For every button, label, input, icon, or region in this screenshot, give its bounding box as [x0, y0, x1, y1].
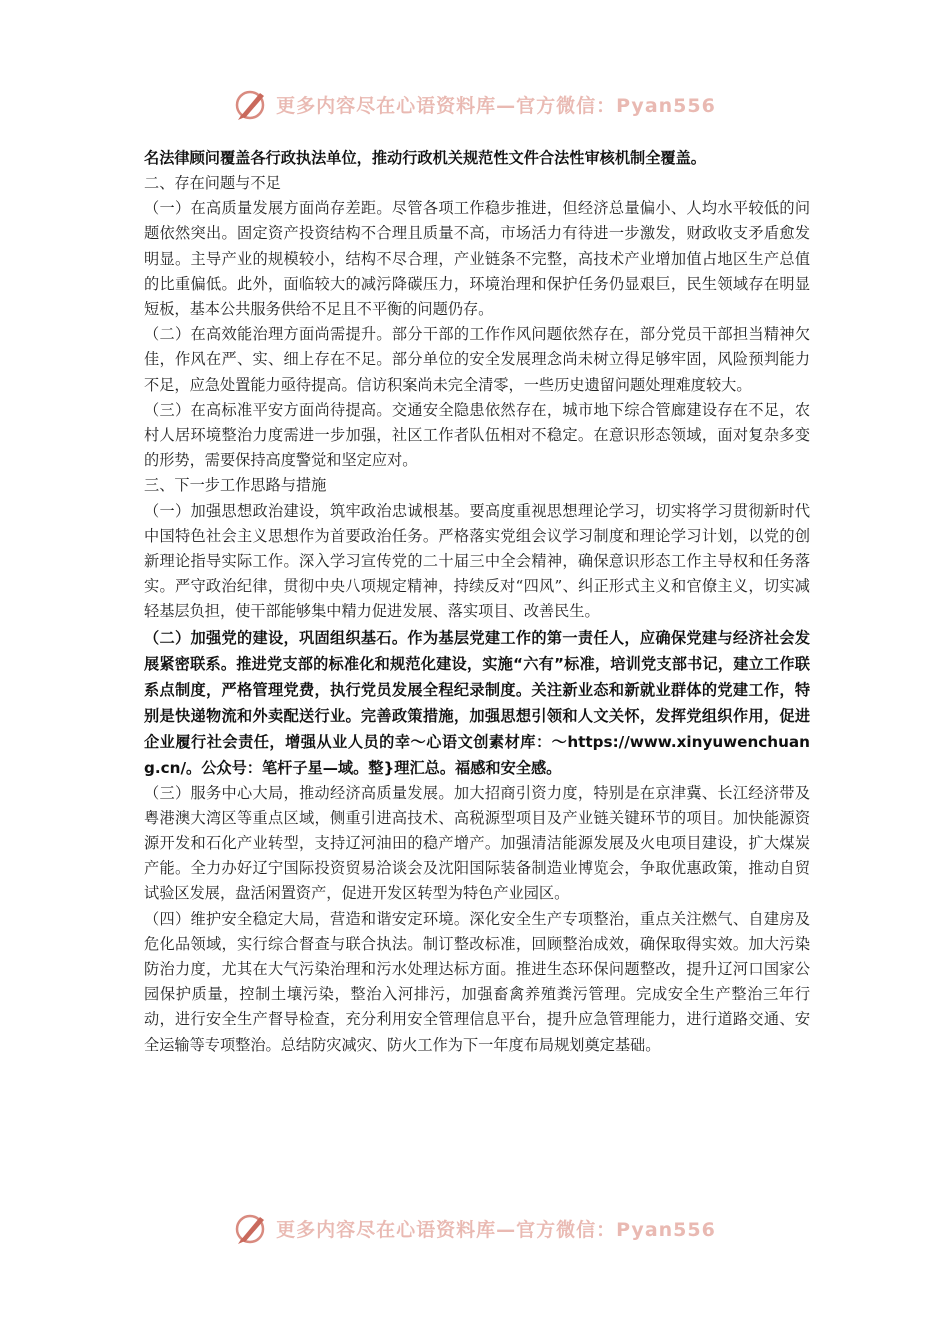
- section-heading-problems: 二、存在问题与不足: [144, 174, 281, 192]
- paragraph-measure-2: （二）加强党的建设，巩固组织基石。作为基层党建工作的第一责任人，应确保党建与经济社会发展紧密联系。推进党支部的标准化和规范化建设，实施“六有”标准，培训党支部书记，建立工作联系点制度，严格管理党费，执行党员发展全程纪录制度。关注新业态和新就业群体的党建工作，特别是快递物流和外卖配送行业。完善政策措施，加强思想引领和人文关怀，发挥党组织作用，促进企业履行社会责任，增强从业人员的幸～心语文创素材库：～https://www.xinyuwenchuang.cn/。公众号：笔杆子星—域。整}理汇总。福感和安全感。: [144, 628, 810, 777]
- header-banner: [0, 84, 950, 124]
- footer-banner: [0, 1208, 950, 1248]
- paragraph-problem-3: （三）在高标准平安方面尚待提高。交通安全隐患依然存在，城市地下综合管廊建设存在不足，农村人居环境整治力度需进一步加强，社区工作者队伍相对不稳定。在意识形态领域，面对复杂多变的形势，需要保持高度警觉和坚定应对。: [144, 400, 810, 470]
- paragraph-measure-4: （四）维护安全稳定大局，营造和谐安定环境。深化安全生产专项整治，重点关注燃气、自建房及危化品领域，实行综合督查与联合执法。制订整改标准，回顾整治成效，确保取得实效。加大污染防治力度，尤其在大气污染治理和污水处理达标方面。推进生态环保问题整改，提升辽河口国家公园保护质量，控制土壤污染，整治入河排污，加强畜禽养殖粪污管理。完成安全生产整治三年行动，进行安全生产督导检查，充分利用安全管理信息平台，提升应急管理能力，进行道路交通、安全运输等专项整治。总结防灾减灾、防火工作为下一年度布局规划奠定基础。: [144, 909, 810, 1054]
- section-heading-measures: 三、下一步工作思路与措施: [144, 476, 327, 495]
- pen-logo-icon: [234, 87, 268, 121]
- document-body: [144, 145, 810, 1058]
- pen-logo-icon: [234, 1211, 268, 1245]
- paragraph-problem-1: （一）在高质量发展方面尚存差距。尽管各项工作稳步推进，但经济总量偏小、人均水平较低的问题依然突出。固定资产投资结构不合理且质量不高，市场活力有待进一步激发，财政收支矛盾愈发明显。主导产业的规模较小，结构不尽合理，产业链条不完整，高技术产业增加值占地区生产总值的比重偏低。此外，面临较大的减污降碳压力，环境治理和保护任务仍显艰巨，民生领域存在明显短板，基本公共服务供给不足且不平衡的问题仍存。: [144, 199, 810, 319]
- paragraph-measure-3: （三）服务中心大局，推动经济高质量发展。加大招商引资力度，特别是在京津冀、长江经济带及粤港澳大湾区等重点区域，侧重引进高技术、高税源型项目及产业链关键环节的项目。加快能源资源开发和石化产业转型，支持辽河油田的稳产增产。加强清洁能源发展及火电项目建设，扩大煤炭产能。全力办好辽宁国际投资贸易洽谈会及沈阳国际装备制造业博览会，争取优惠政策，推动自贸试验区发展，盘活闲置资产，促进开发区转型为特色产业园区。: [144, 783, 810, 903]
- banner-text: 更多内容尽在心语资料库—官方微信：Pyan556: [276, 1218, 716, 1241]
- paragraph-problem-2: （二）在高效能治理方面尚需提升。部分干部的工作作风问题依然存在，部分党员干部担当精神欠佳，作风在严、实、细上存在不足。部分单位的安全发展理念尚未树立得足够牢固，风险预判能力不足，应急处置能力亟待提高。信访积案尚未完全清零，一些历史遗留问题处理难度较大。: [144, 325, 810, 394]
- paragraph-intro: 名法律顾问覆盖各行政执法单位，推动行政机关规范性文件合法性审核机制全覆盖。: [144, 149, 706, 167]
- banner-text: 更多内容尽在心语资料库—官方微信：Pyan556: [276, 94, 716, 117]
- paragraph-measure-1: （一）加强思想政治建设，筑牢政治忠诚根基。要高度重视思想理论学习，切实将学习贯彻新时代中国特色社会主义思想作为首要政治任务。严格落实党组会议学习制度和理论学习计划，以党的创新理论指导实际工作。深入学习宣传党的二十届三中全会精神，确保意识形态工作主导权和任务落实。严守政治纪律，贯彻中央八项规定精神，持续反对“四风”、纠正形式主义和官僚主义，切实减轻基层负担，使干部能够集中精力促进发展、落实项目、改善民生。: [144, 501, 810, 621]
